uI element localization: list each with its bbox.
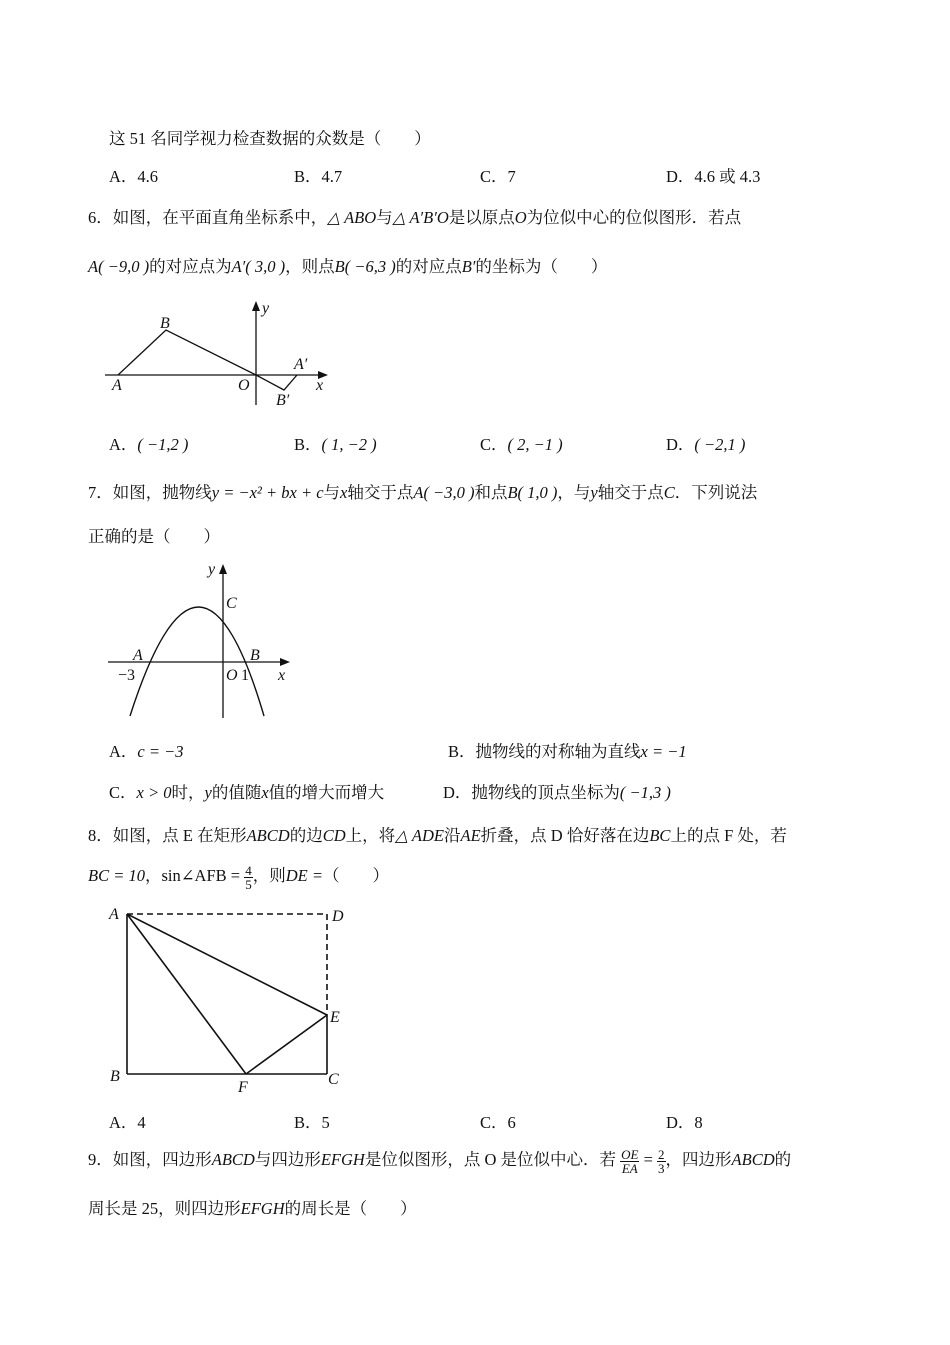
q8-label-A: A (109, 906, 119, 923)
q8-option-d[interactable]: D．8 (666, 1113, 703, 1132)
q6-label-A-prime: A′ (294, 356, 308, 373)
q7-stem-line1: 7．如图，抛物线y = −x² + bx + c与x轴交于点A( −3,0 )和点B( 1,0 )，与y轴交于点C．下列说法 (88, 483, 758, 502)
q8-fraction: $\frac{4}{5}$ (245, 862, 252, 892)
q7-label-C: C (226, 595, 237, 612)
q6-stem-line1: 6．如图，在平面直角坐标系中，△ ABO与△ A′B′O是以原点O为位似中心的位似图形．若点 (88, 208, 742, 227)
q8-label-C: C (328, 1071, 339, 1088)
q6-label-O: O (238, 377, 250, 394)
q6-option-c[interactable]: C．( 2, −1 ) (480, 435, 563, 454)
q8-stem-line1: 8．如图，点 E 在矩形ABCD的边CD上，将△ ADE沿AE折叠，点 D 恰好落在边BC上的点 F 处，若 (88, 826, 787, 845)
q6-label-A: A (112, 377, 122, 394)
q8-option-b[interactable]: B．5 (294, 1113, 330, 1132)
q8-option-a[interactable]: A．4 (109, 1113, 146, 1132)
q5-stem: 这 51 名同学视力检查数据的众数是（ ） (109, 129, 431, 148)
q7-option-d[interactable]: D．抛物线的顶点坐标为( −1,3 ) (443, 783, 671, 802)
q7-label-A: A (133, 647, 143, 664)
q6-label-x: x (316, 377, 324, 394)
q6-option-b[interactable]: B．( 1, −2 ) (294, 435, 377, 454)
q6-label-y: y (262, 300, 270, 317)
q8-option-c[interactable]: C．6 (480, 1113, 516, 1132)
q6-coordinate-figure (100, 295, 340, 410)
q7-label-neg3: −3 (118, 667, 136, 684)
q7-option-c[interactable]: C．x > 0时，y的值随x值的增大而增大 (109, 783, 385, 802)
q8-label-D: D (332, 908, 344, 925)
q6-label-B-prime: B′ (276, 392, 290, 409)
q7-stem-line2: 正确的是（ ） (88, 527, 220, 546)
q8-stem-line2: BC = 10，sin∠AFB = $\frac{4}{5}$ ，则DE =（ ） (88, 862, 389, 892)
q7-parabola-figure (100, 558, 300, 720)
q9-fraction-oe-ea: $\frac{OE}{EA}$ (621, 1146, 639, 1176)
q9-stem-line2: 周长是 25，则四边形EFGH的周长是（ ） (88, 1199, 417, 1218)
q9-stem-line1: 9．如图，四边形ABCD与四边形EFGH是位似图形，点 O 是位似中心．若 $\frac{OE}{EA}$ = $\frac{2}{3}$ ，四边形ABCD的 (88, 1146, 792, 1176)
q5-option-b[interactable]: B．4.7 (294, 167, 343, 186)
q6-option-a[interactable]: A．( −1,2 ) (109, 435, 189, 454)
q6-stem-line2: A( −9,0 )的对应点为A′( 3,0 )，则点B( −6,3 )的对应点B′的坐标为（ ） (88, 257, 608, 276)
q8-label-B: B (110, 1068, 120, 1085)
q5-option-d[interactable]: D．4.6 或 4.3 (666, 167, 761, 186)
q7-label-one: 1 (241, 667, 249, 684)
q6-option-d[interactable]: D．( −2,1 ) (666, 435, 746, 454)
q7-option-a[interactable]: A．c = −3 (109, 742, 184, 761)
q7-label-x: x (278, 667, 286, 684)
q5-option-a[interactable]: A．4.6 (109, 167, 159, 186)
q9-fraction-two-thirds: $\frac{2}{3}$ (658, 1146, 665, 1176)
q8-label-F: F (238, 1079, 248, 1096)
q6-label-B: B (160, 315, 170, 332)
q7-label-y: y (208, 561, 216, 578)
q7-option-b[interactable]: B．抛物线的对称轴为直线x = −1 (448, 742, 687, 761)
q8-rectangle-figure (100, 900, 360, 1100)
q7-label-B: B (250, 647, 260, 664)
q8-label-E: E (330, 1009, 340, 1026)
q5-option-c[interactable]: C．7 (480, 167, 516, 186)
q7-label-O: O (226, 667, 238, 684)
